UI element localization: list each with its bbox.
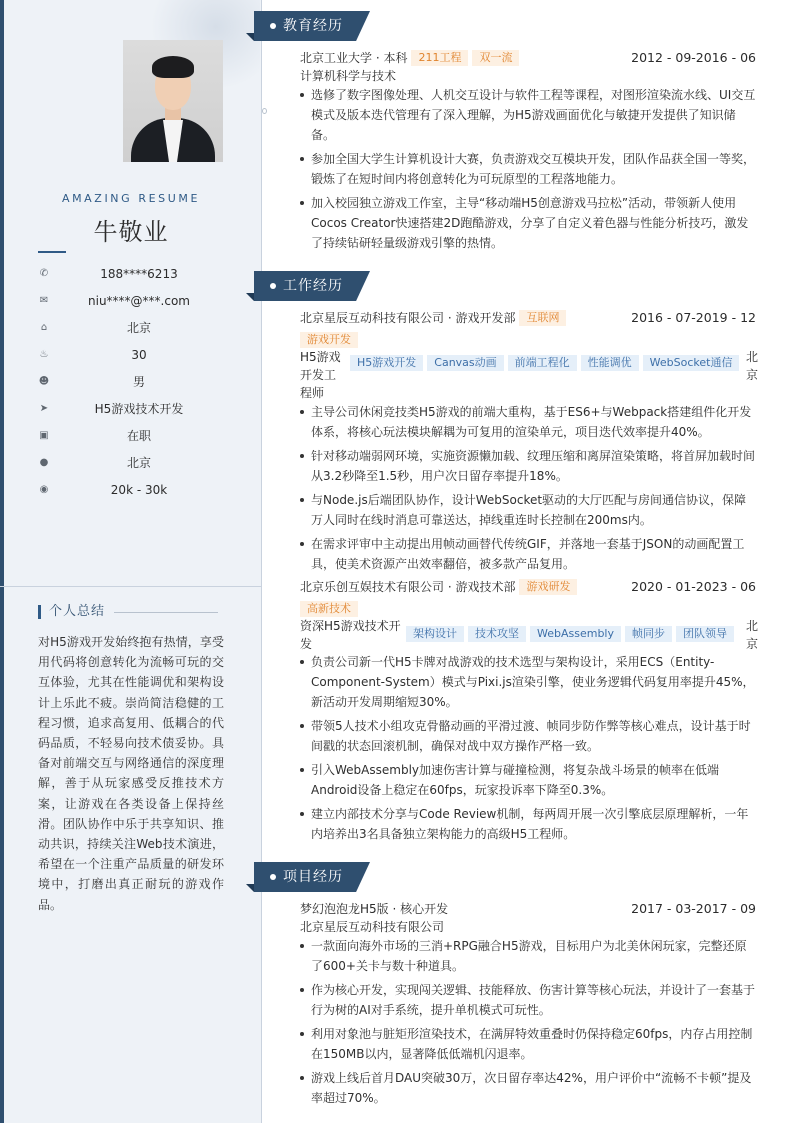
briefcase-icon: ▣ xyxy=(39,430,49,441)
location-icon: ● xyxy=(39,457,49,468)
name-underline xyxy=(38,251,66,253)
job-tag-row xyxy=(296,331,358,349)
job-bullets xyxy=(300,652,756,848)
skill-tag: Canvas动画 xyxy=(427,355,503,371)
summary-marker xyxy=(38,605,41,619)
education-major: 计算机科学与技术 xyxy=(300,69,397,83)
info-age xyxy=(38,347,238,363)
info-position xyxy=(38,401,238,417)
home-icon: ⌂ xyxy=(40,322,48,333)
info-gender xyxy=(38,374,238,390)
resume-tagline: AMAZING RESUME xyxy=(61,192,201,205)
info-salary xyxy=(38,482,238,498)
email-value: niu****@***.com xyxy=(88,294,190,308)
summary-rule xyxy=(114,612,218,613)
summary-title: 个人总结 xyxy=(49,604,106,619)
job-bullets xyxy=(300,402,756,578)
education-date: 2012 - 09-2016 - 06 xyxy=(631,50,756,65)
list-item: 游戏上线后首月DAU突破30万，次日留存率达42%，用户评价中“流畅不卡顿”提及率超过70%。 xyxy=(300,1068,756,1108)
list-item: 负责公司新一代H5卡牌对战游戏的技术选型与架构设计，采用ECS（Entity-Component-System）模式与Pixi.js渲染引擎，使业务逻辑代码复用率提升45%，新活动开发周期缩短30%。 xyxy=(300,652,756,712)
job-skills xyxy=(406,626,738,642)
cake-icon: ♨ xyxy=(39,349,49,360)
skill-tag: 性能调优 xyxy=(581,355,639,371)
list-item: 引入WebAssembly加速伤害计算与碰撞检测，将复杂战斗场景的帧率在低端Android设备上稳定在60fps，玩家投诉率下降至0.3%。 xyxy=(300,760,756,800)
send-icon: ➤ xyxy=(39,403,49,414)
section-work-header xyxy=(254,271,374,301)
salary-icon: ◉ xyxy=(39,484,49,495)
job-company: 北京星辰互动科技有限公司 · 游戏开发部 xyxy=(300,311,516,325)
list-item: 一款面向海外市场的三消+RPG融合H5游戏，目标用户为北美休闲玩家，完整还原了600+关卡与数十种道具。 xyxy=(300,936,756,976)
education-tag: 双一流 xyxy=(472,50,519,66)
job-role: H5游戏 开发工 程师 xyxy=(300,350,341,400)
list-item: 选修了数字图像处理、人机交互设计与软件工程等课程，对图形渲染流水线、UI交互模式及版本迭代管理有了深入理解，为H5游戏画面优化与敏捷开发提供了知识储备。 xyxy=(300,85,756,145)
list-item: 参加全国大学生计算机设计大赛，负责游戏交互模块开发，团队作品获全国一等奖，锻炼了在短时间内将创意转化为可玩原型的工程落地能力。 xyxy=(300,149,756,189)
sidebar xyxy=(0,0,262,1123)
profile-photo xyxy=(123,40,223,162)
job-role-row xyxy=(300,348,760,400)
list-item: 加入校园独立游戏工作室，主导“移动端H5创意游戏马拉松”活动，带领新人使用Cocos Creator快速搭建2D跑酷游戏，分享了自定义着色器与性能分析技巧，激发了持续钻研轻量级游戏引擎的热情。 xyxy=(300,193,756,253)
location-value: 北京 xyxy=(126,456,151,470)
info-phone xyxy=(38,266,238,282)
list-item: 带领5人技术小组攻克骨骼动画的平滑过渡、帧同步防作弊等核心难点，设计基于时间戳的状态回滚机制，确保对战中双方操作严格一致。 xyxy=(300,716,756,756)
job-tag-row xyxy=(296,600,358,618)
education-school: 北京工业大学 · 本科 xyxy=(300,51,408,65)
skill-tag: WebAssembly xyxy=(530,626,621,642)
skill-tag: H5游戏开发 xyxy=(350,355,423,371)
candidate-name: 牛敬业 xyxy=(93,218,169,246)
phone-icon: ✆ xyxy=(39,268,49,279)
education-tag: 211工程 xyxy=(411,50,468,66)
job-company: 北京乐创互娱技术有限公司 · 游戏技术部 xyxy=(300,580,516,594)
section-education-header xyxy=(254,11,374,41)
project-company: 北京星辰互动科技有限公司 xyxy=(300,920,445,934)
section-projects-header xyxy=(254,862,374,892)
list-item: 建立内部技术分享与Code Review机制，每两周开展一次引擎底层原理解析，一年内培养出3名具备独立架构能力的高级H5工程师。 xyxy=(300,804,756,844)
skill-tag: WebSocket通信 xyxy=(643,355,740,371)
section-projects-title: 项目经历 xyxy=(283,869,343,885)
info-home xyxy=(38,320,238,336)
position-value: H5游戏技术开发 xyxy=(94,402,184,416)
gender-value: 男 xyxy=(132,375,145,389)
job-city: 北京 xyxy=(746,619,759,651)
sidebar-divider xyxy=(0,586,262,587)
list-item: 针对移动端弱网环境，实施资源懒加载、纹理压缩和离屏渲染策略，将首屏加载时间从3.2秒降至1.5秒，用户次日留存率提升18%。 xyxy=(300,446,756,486)
job-tag: 高新技术 xyxy=(300,601,358,617)
home-value: 北京 xyxy=(126,321,151,335)
skill-tag: 技术攻坚 xyxy=(468,626,526,642)
job-city: 北京 xyxy=(746,350,759,382)
sidebar-edge xyxy=(0,0,4,1123)
list-item: 利用对象池与脏矩形渲染技术，在满屏特效重叠时仍保持稳定60fps，内存占用控制在150MB以内，显著降低低端机闪退率。 xyxy=(300,1024,756,1064)
info-email xyxy=(38,293,238,309)
job-date: 2020 - 01-2023 - 06 xyxy=(631,579,756,594)
age-value: 30 xyxy=(131,348,147,362)
skill-tag: 架构设计 xyxy=(406,626,464,642)
list-item: 在需求评审中主动提出用帧动画替代传统GIF，并落地一套基于JSON的动画配置工具，使美术资源产出效率翻倍，被多款产品复用。 xyxy=(300,534,756,574)
education-bullets xyxy=(300,85,756,257)
job-date: 2016 - 07-2019 - 12 xyxy=(631,310,756,325)
skill-tag: 帧同步 xyxy=(625,626,672,642)
list-item: 主导公司休闲竞技类H5游戏的前端大重构，基于ES6+与Webpack搭建组件化开发体系，将核心玩法模块解耦为可复用的渲染单元，项目迭代效率提升40%。 xyxy=(300,402,756,442)
summary-heading xyxy=(38,603,218,621)
section-education-title: 教育经历 xyxy=(283,18,343,34)
status-value: 在职 xyxy=(126,429,151,443)
face-icon: ☻ xyxy=(38,376,50,387)
list-item: 与Node.js后端团队协作，设计WebSocket驱动的大厅匹配与房间通信协议，保障万人同时在线时消息可靠送达，掉线重连时长控制在200ms内。 xyxy=(300,490,756,530)
section-work-title: 工作经历 xyxy=(283,278,343,294)
phone-value: 188****6213 xyxy=(100,267,178,281)
project-name: 梦幻泡泡龙H5版 · 核心开发 xyxy=(300,902,449,916)
job-tag: 游戏开发 xyxy=(300,332,358,348)
mail-icon: ✉ xyxy=(39,295,49,306)
info-location xyxy=(38,455,238,471)
main-content xyxy=(262,0,794,1123)
project-bullets xyxy=(300,936,756,1112)
list-item: 作为核心开发，实现闯关逻辑、技能释放、伤害计算等核心玩法，并设计了一套基于行为树的AI对手系统，提升单机模式可玩性。 xyxy=(300,980,756,1020)
job-role: 资深H5游戏技术开 发 xyxy=(300,619,401,651)
project-date: 2017 - 03-2017 - 09 xyxy=(631,901,756,916)
skill-tag: 前端工程化 xyxy=(508,355,577,371)
info-status xyxy=(38,428,238,444)
salary-value: 20k - 30k xyxy=(110,483,168,497)
summary-text: 对H5游戏开发始终抱有热情，享受用代码将创意转化为流畅可玩的交互体验，尤其在性能调优和架构设计上乐此不疲。崇尚简洁稳健的工程习惯，追求高复用、低耦合的代码品质，不轻易向技术债妥协。具备对前端交互与网络通信的深度理解，善于从玩家感受反推技术方案，让游戏在各类设备上保持丝滑。团队协作中乐于共享知识、推动共识，持续关注Web技术演进，希望在一个注重产品质量的研发环境中，打磨出真正耐玩的游戏作品。 xyxy=(38,635,224,912)
job-tag: 游戏研发 xyxy=(519,579,577,595)
job-tag: 互联网 xyxy=(519,310,566,326)
skill-tag: 团队领导 xyxy=(676,626,734,642)
job-skills xyxy=(350,355,743,371)
